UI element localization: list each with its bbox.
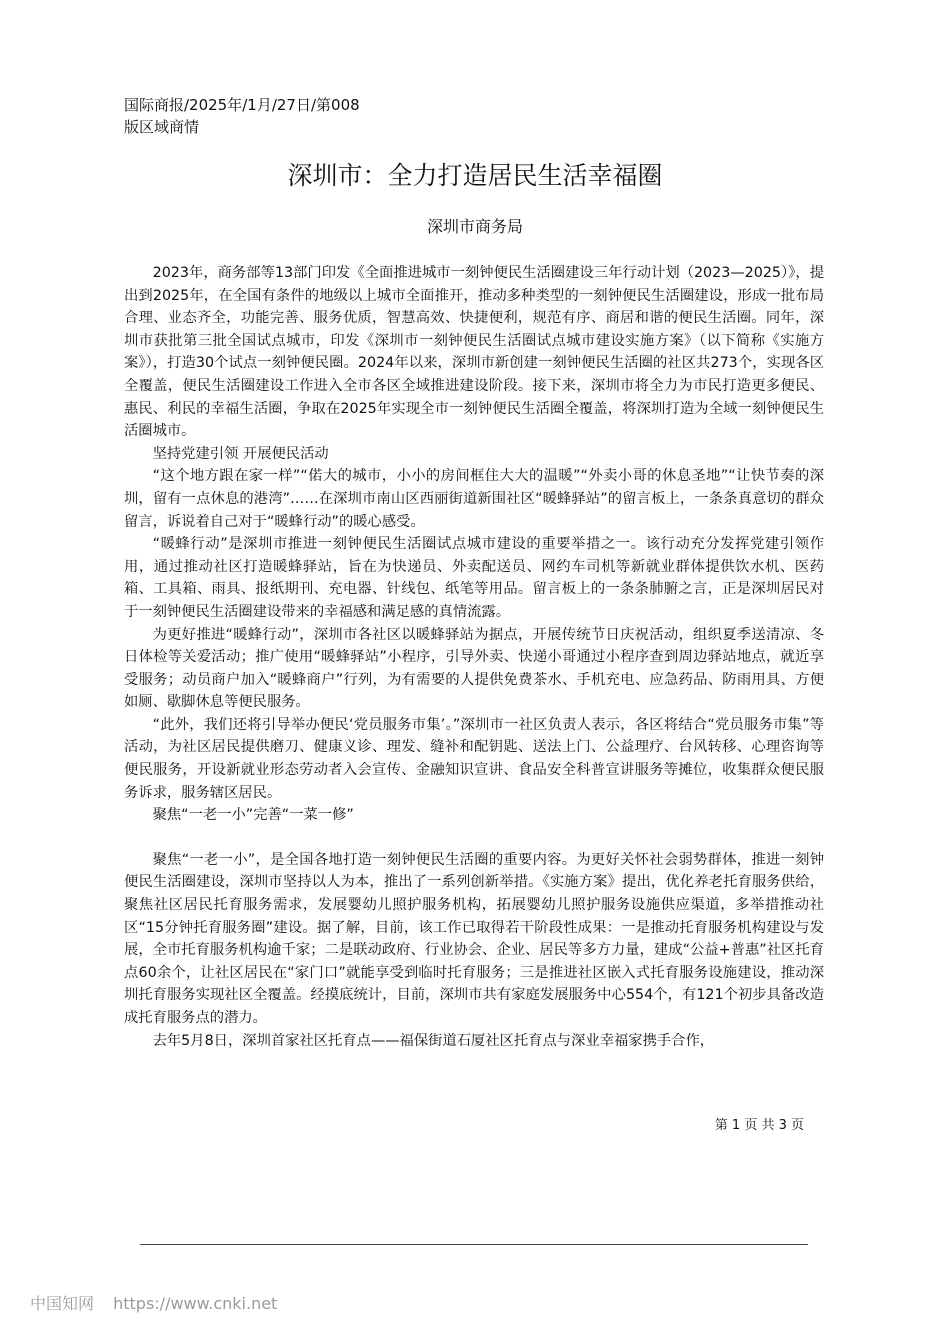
footer-watermark	[30, 1292, 430, 1316]
paragraph: 聚焦“一老一小”，是全国各地打造一刻钟便民生活圈的重要内容。为更好关怀社会弱势群体，推进一刻钟便民生活圈建设，深圳市坚持以人为本，推出了一系列创新举措。《实施方案》提出，优化养老托育服务供给，聚焦社区居民托育服务需求，发展婴幼儿照护服务机构，拓展婴幼儿照护服务设施供应渠道，多举措推动社区“15分钟托育服务圈”建设。据了解，目前，该工作已取得若干阶段性成果：一是推动托育服务机构建设与发展，全市托育服务机构逾千家；二是联动政府、行业协会、企业、居民等多方力量，建成“公益+普惠”社区托育点60余个，让社区居民在“家门口”就能享受到临时托育服务；三是推进社区嵌入式托育服务设施建设，推动深圳托育服务实现社区全覆盖。经摸底统计，目前，深圳市共有家庭发展服务中心554个，有121个初步具备改造成托育服务点的潜力。	[124, 851, 824, 1026]
source-line-2: 版区域商情	[124, 118, 200, 136]
paragraph: 2023年，商务部等13部门印发《全面推进城市一刻钟便民生活圈建设三年行动计划（2023—2025）》，提出到2025年，在全国有条件的地级以上城市全面推开，推动多种类型的一刻钟便民生活圈建设，形成一批布局合理、业态齐全，功能完善、服务优质，智慧高效、快捷便利，规范有序、商居和谐的便民生活圈。同年，深圳市获批第三批全国试点城市，印发《深圳市一刻钟便民生活圈试点城市建设实施方案》（以下简称《实施方案》），打造30个试点一刻钟便民圈。2024年以来，深圳市新创建一刻钟便民生活圈的社区共273个，实现各区全覆盖，便民生活圈建设工作进入全市各区全域推进建设阶段。接下来，深圳市将全力为市民打造更多便民、惠民、利民的幸福生活圈，争取在2025年实现全市一刻钟便民生活圈全覆盖，将深圳打造为全域一刻钟便民生活圈城市。	[124, 265, 824, 440]
section-heading: 坚持党建引领 开展便民活动	[152, 445, 329, 462]
page-number: 第 1 页 共 3 页	[714, 1118, 804, 1133]
paragraph: 为更好推进“暖蜂行动”，深圳市各社区以暖蜂驿站为据点，开展传统节日庆祝活动，组织夏季送清凉、冬日体检等关爱活动；推广使用“暖蜂驿站”小程序，引导外卖、快递小哥通过小程序查到周边驿站地点，就近享受服务；动员商户加入“暖蜂商户”行列，为有需要的人提供免费茶水、手机充电、应急药品、防雨用具、方便如厕、歇脚休息等便民服务。	[124, 626, 824, 711]
source-info	[124, 94, 544, 138]
paragraph: 去年5月8日，深圳首家社区托育点——福保街道石厦社区托育点与深业幸福家携手合作，	[152, 1032, 715, 1049]
paragraph: “暖蜂行动”是深圳市推进一刻钟便民生活圈试点城市建设的重要举措之一。该行动充分发挥党建引领作用，通过推动社区打造暖蜂驿站，旨在为快递员、外卖配送员、网约车司机等新就业群体提供饮水机、医药箱、工具箱、雨具、报纸期刊、充电器、针线包、纸笔等用品。留言板上的一条条肺腑之言，正是深圳居民对于一刻钟便民生活圈建设带来的幸福感和满足感的真情流露。	[124, 536, 824, 620]
article-body	[124, 262, 824, 1052]
source-line-1: 国际商报/2025年/1月/27日/第008	[124, 96, 360, 114]
site-url[interactable]: https://www.cnki.net	[113, 1294, 278, 1313]
site-name: 中国知网	[30, 1294, 95, 1313]
paragraph: “此外，我们还将引导举办便民‘党员服务市集’。”深圳市一社区负责人表示，各区将结合“党员服务市集”等活动，为社区居民提供磨刀、健康义诊、理发、缝补和配钥匙、送法上门、公益理疗、台风转移、心理咨询等便民服务，开设新就业形态劳动者入会宣传、金融知识宣讲、食品安全科普宣讲服务等摊位，收集群众便民服务诉求，服务辖区居民。	[124, 716, 824, 801]
paragraph: “这个地方跟在家一样”“偌大的城市，小小的房间框住大大的温暖”“外卖小哥的休息圣地”“让快节奏的深圳，留有一点休息的港湾”……在深圳市南山区西丽街道新围社区“暖蜂驿站”的留言板上，一条条真意切的群众留言，诉说着自己对于“暖蜂行动”的暖心感受。	[124, 468, 824, 530]
article-author: 深圳市商务局	[426, 217, 523, 236]
footer-divider	[140, 1244, 808, 1245]
article-title: 深圳市：全力打造居民生活幸福圈	[287, 161, 663, 190]
section-heading: 聚焦“一老一小”完善“一菜一修”	[152, 807, 354, 824]
